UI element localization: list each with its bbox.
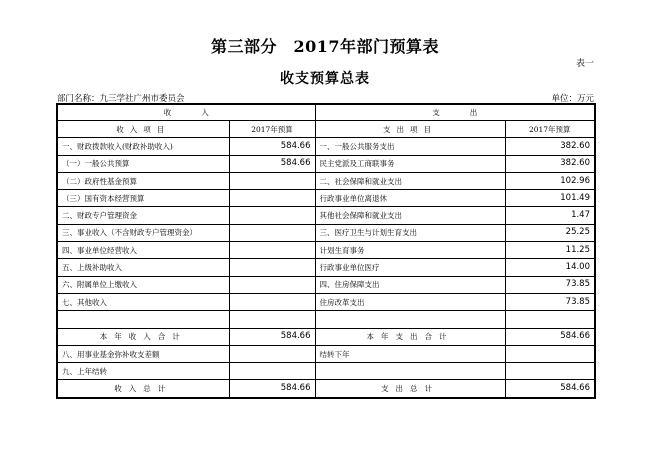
- expense-item: 行政事业单位医疗: [315, 259, 505, 276]
- income-value: [229, 345, 315, 362]
- annual-income-value: 584.66: [229, 328, 315, 345]
- expense-item: 民主党派及工商联事务: [315, 155, 505, 172]
- expense-value: 14.00: [505, 259, 595, 276]
- expense-section-header: 支 出: [315, 104, 595, 121]
- expense-value: 101.49: [505, 190, 595, 207]
- expense-value: 25.25: [505, 224, 595, 241]
- table-row: [57, 345, 595, 362]
- table-number: 表一: [575, 59, 594, 69]
- expense-value: 382.60: [505, 138, 595, 155]
- income-item: （一）一般公共预算: [57, 155, 229, 172]
- expense-value: [505, 345, 595, 362]
- income-value: [229, 363, 315, 380]
- expense-item: 行政事业单位离退休: [315, 190, 505, 207]
- column-header-row: [57, 121, 595, 138]
- income-item: 九、上年结转: [57, 363, 229, 380]
- income-item: 二、财政专户管理资金: [57, 207, 229, 224]
- income-item: 一、财政拨款收入(财政补助收入): [57, 138, 229, 155]
- expense-value: 73.85: [505, 293, 595, 310]
- table-row: [57, 224, 595, 241]
- expense-value: 11.25: [505, 242, 595, 259]
- expense-item: [315, 363, 505, 380]
- income-value: [229, 293, 315, 310]
- expense-item: 结转下年: [315, 345, 505, 362]
- income-section-header: 收 入: [57, 104, 315, 121]
- grand-expense-label: 支出总计: [315, 380, 505, 398]
- expense-item: 四、住房保障支出: [315, 276, 505, 293]
- income-item: 五、上级补助收入: [57, 259, 229, 276]
- income-item: 四、事业单位经营收入: [57, 242, 229, 259]
- table-row: [57, 259, 595, 276]
- grand-expense-value: 584.66: [505, 380, 595, 398]
- income-value: [229, 224, 315, 241]
- income-value: [229, 207, 315, 224]
- expense-value: 1.47: [505, 207, 595, 224]
- expense-value: 73.85: [505, 276, 595, 293]
- expense-item: 一、一般公共服务支出: [315, 138, 505, 155]
- expense-item: 三、医疗卫生与计划生育支出: [315, 224, 505, 241]
- income-value: [229, 311, 315, 328]
- table-row: [57, 155, 595, 172]
- section-header-row: [57, 104, 595, 121]
- income-value: [229, 172, 315, 189]
- expense-budget-header: 2017年预算: [505, 121, 595, 138]
- budget-summary-table: [56, 103, 596, 399]
- table-row: [57, 172, 595, 189]
- grand-income-value: 584.66: [229, 380, 315, 398]
- income-item: [57, 311, 229, 328]
- grand-total-row: [57, 380, 595, 398]
- annual-total-row: [57, 328, 595, 345]
- annual-expense-label: 本年支出合计: [315, 328, 505, 345]
- income-item: 八、用事业基金弥补收支差额: [57, 345, 229, 362]
- table-title: 收支预算总表: [280, 71, 370, 87]
- table-row: [57, 293, 595, 310]
- income-value: [229, 190, 315, 207]
- table-row: [57, 190, 595, 207]
- expense-item: 住房改革支出: [315, 293, 505, 310]
- income-item: （二）政府性基金预算: [57, 172, 229, 189]
- income-item: 六、附属单位上缴收入: [57, 276, 229, 293]
- expense-item-header: 支出项目: [315, 121, 505, 138]
- grand-income-label: 收入总计: [57, 380, 229, 398]
- unit-label: 单位：万元: [551, 94, 594, 104]
- expense-value: [505, 311, 595, 328]
- income-item: （三）国有资本经营预算: [57, 190, 229, 207]
- income-value: 584.66: [229, 138, 315, 155]
- income-value: [229, 259, 315, 276]
- table-row: [57, 276, 595, 293]
- expense-value: [505, 363, 595, 380]
- table-row: [57, 207, 595, 224]
- income-value: [229, 242, 315, 259]
- expense-value: 102.96: [505, 172, 595, 189]
- expense-value: 382.60: [505, 155, 595, 172]
- annual-income-label: 本年收入合计: [57, 328, 229, 345]
- department-name: 部门名称：九三学社广州市委员会: [57, 94, 185, 104]
- table-row: [57, 242, 595, 259]
- income-item: 七、其他收入: [57, 293, 229, 310]
- expense-item: 其他社会保障和就业支出: [315, 207, 505, 224]
- page-title: 第三部分 2017年部门预算表: [210, 37, 440, 56]
- annual-expense-value: 584.66: [505, 328, 595, 345]
- income-value: 584.66: [229, 155, 315, 172]
- income-item: 三、事业收入（不含财政专户管理资金）: [57, 224, 229, 241]
- expense-item: 计划生育事务: [315, 242, 505, 259]
- expense-item: 二、社会保障和就业支出: [315, 172, 505, 189]
- income-item-header: 收入项目: [57, 121, 229, 138]
- table-row: [57, 138, 595, 155]
- table-row: [57, 311, 595, 328]
- table-row: [57, 363, 595, 380]
- income-budget-header: 2017年预算: [229, 121, 315, 138]
- expense-item: [315, 311, 505, 328]
- income-value: [229, 276, 315, 293]
